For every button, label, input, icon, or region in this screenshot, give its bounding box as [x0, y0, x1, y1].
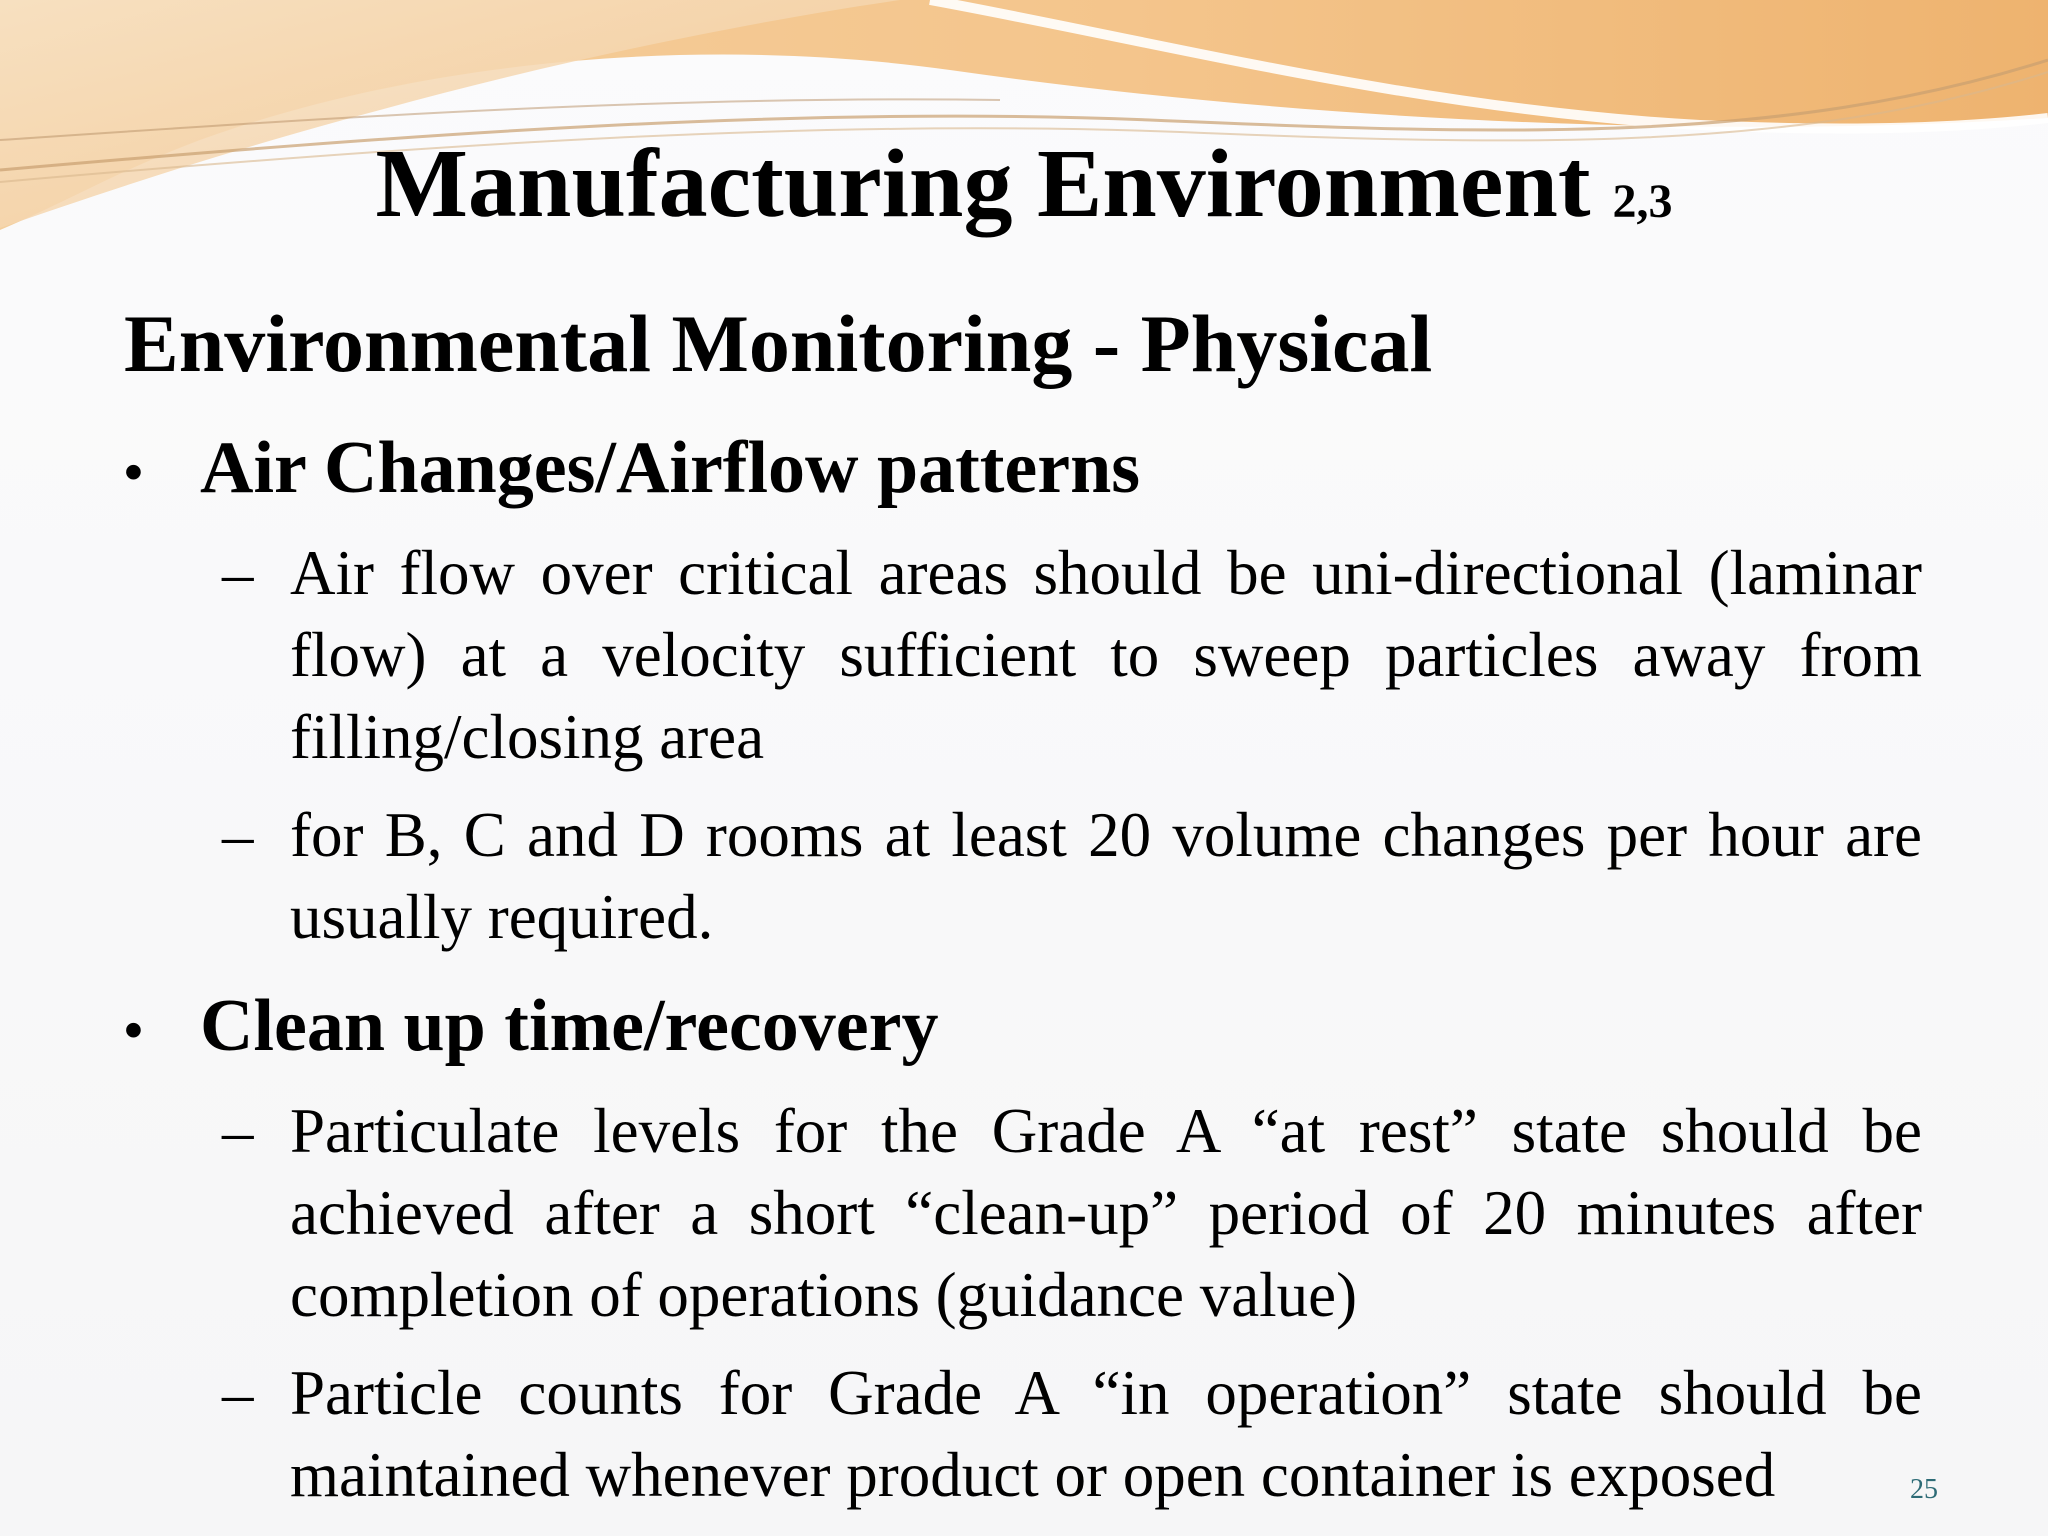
dash-icon: –: [222, 1358, 254, 1428]
list-item-text: Particulate levels for the Grade A “at rest” state should be achieved after a short “clean-up” period of 20 minutes after completion of operations (guidance value): [290, 1096, 1922, 1330]
list-item: [222, 794, 1922, 958]
slide-subtitle: Environmental Monitoring - Physical: [124, 298, 1433, 389]
slide-title: [0, 128, 2048, 240]
page-number: 25: [1910, 1474, 1938, 1505]
section-heading-cleanup: [124, 980, 1924, 1072]
list-item-text: for B, C and D rooms at least 20 volume changes per hour are usually required.: [290, 800, 1922, 952]
list-item: [222, 1090, 1922, 1336]
slide-title-text: Manufacturing Environment: [375, 130, 1591, 238]
title-superscript: 2,3: [1612, 175, 1673, 228]
list-item: [222, 1352, 1922, 1516]
section-heading-text: Clean up time/recovery: [200, 985, 939, 1067]
bullet-icon: •: [124, 1000, 143, 1060]
list-item-text: Air flow over critical areas should be uni-directional (laminar flow) at a velocity sufficient to sweep particles away from filling/closing area: [290, 538, 1922, 772]
dash-icon: –: [222, 1096, 254, 1166]
dash-icon: –: [222, 538, 254, 608]
dash-icon: –: [222, 800, 254, 870]
section-heading-airflow: [124, 422, 1924, 514]
list-item: [222, 532, 1922, 778]
bullet-icon: •: [124, 442, 143, 502]
list-item-text: Particle counts for Grade A “in operation” state should be maintained whenever product or open container is exposed: [290, 1358, 1922, 1510]
section-heading-text: Air Changes/Airflow patterns: [200, 427, 1141, 509]
